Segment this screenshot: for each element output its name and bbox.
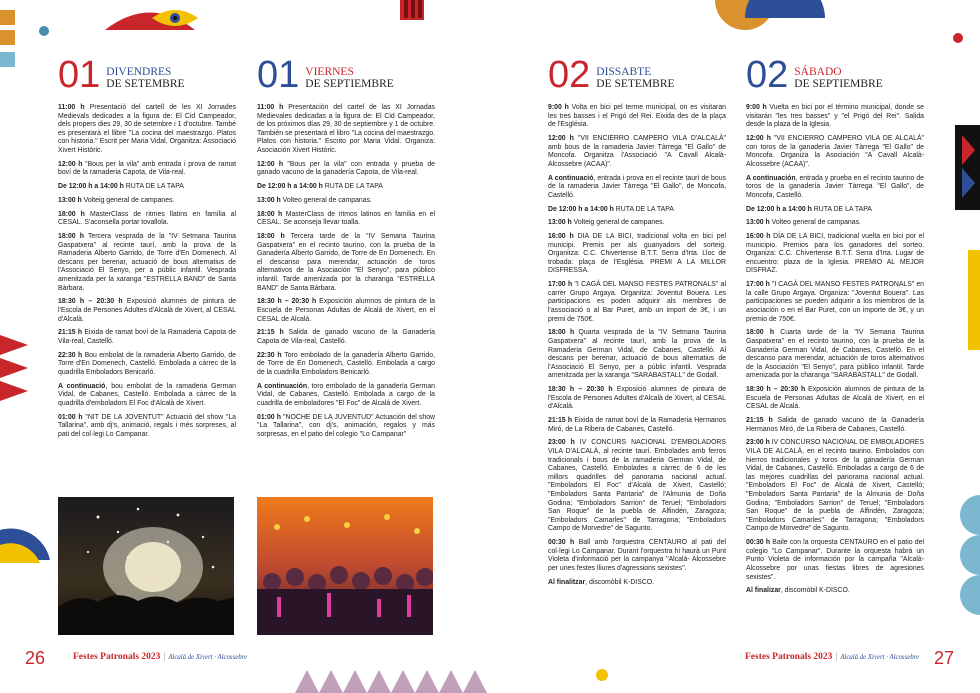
event-time: 18:00 h: [257, 210, 283, 218]
event-item: [257, 183, 435, 192]
event-time: 16:00 h: [548, 233, 574, 241]
event-item: [257, 383, 435, 409]
event-time: Al finalizar: [746, 587, 781, 595]
date-header: [746, 52, 924, 96]
event-time: 00:30 h: [746, 539, 771, 547]
event-text: "NOCHE DE LA JUVENTUD" Actuación del show "La Tallarina", con dj's, animación, regalos y más sorpresas, en el patio del colegio "Lo Campanar": [257, 413, 436, 438]
footer-right: Festes Patronals 2023 | Alcalà de Xivert · Alcossebre: [745, 652, 920, 662]
event-text: Volteig general de campanes.: [571, 219, 665, 227]
event-text: "I CAGÀ DEL MANSO FESTES PATRONALS" al carrer Grupo Argaya. Organitza: Joventut Bouera. Les participacions es poden adquirir als membres de l'associació o al Bar Puret, amb un import de 3€, i un premi de 750€.: [548, 281, 727, 323]
event-item: [746, 417, 924, 434]
event-text: RUTA DE LA TAPA: [811, 205, 872, 213]
event-time: 18:30 h – 20:30 h: [58, 298, 123, 306]
event-item: [58, 233, 236, 293]
event-text: Salida de ganado vacuno de la Ganadería Capota de Vila-real, Castelló.: [257, 329, 435, 345]
event-time: 13:00 h: [257, 196, 281, 204]
event-text: Quarta vesprada de la "IV Setmana Taurina Gaspatxera" al recinte taurí, amb la prova de la Ramaderia German Vidal, de Cabanes, Castelló. Al descans per berenar, actuació de bous alternatius de l'Associació El Senyo, per a públic infantil. Vesprada amenitzada per la xaranga "SARABASTALL" de Godall.: [548, 329, 726, 380]
event-item: [548, 104, 726, 130]
event-text: Presentación del cartel de las XI Jornadas Medievales dedicadas a la figura de: El Cid Campeador, de los próximos días 29, 30 de septiembre y 1 de octubre. También se presentará el libro "La cocina del maestrazgo. Platos con historia." Escrito por Maria Vidal. Organiza: Asociación Xivert Històric.: [257, 104, 435, 154]
event-item: [548, 417, 726, 434]
event-item: [58, 352, 236, 378]
event-text: Tercera vesprada de la "IV Setmana Taurina Gaspatxera" al recinte taurí, amb la prova de la Ramaderia Alberto Garrido, de Torre d'En Domenech. Al descans per berenar, actuació de bous alternatius de l'Associació El Senyo, per a públic infantil. Vesprada amenitzada per la xaranga "ESTRELLA BAND" de Santa Bàrbara.: [58, 233, 236, 292]
event-time: 17:00 h: [746, 281, 770, 289]
weekday: DISSABTE: [596, 66, 652, 78]
event-time: 18:00 h: [548, 329, 575, 337]
confetti-photo: [58, 497, 234, 635]
event-text: Eixida de ramat boví de la Ramaderia Hermanos Miró, de La Ribera de Cabanes, Castelló.: [548, 417, 726, 433]
event-text: IV CONCURSO NACIONAL DE EMBOLADORES VILA DE ALCALÁ, en el recinto taurino. Embolados con hierros tradicionales y toros de la ganadería German Vidal, de Cabanes, Castelló. Emboladas a cargo de 6 de las mejores cuadrillas del panorama nacional actual. "Emboladors El Foc" de Alcalá de Xivert, Castelló; "Emboladors Santa Pantaria" de la Almunia de Doña Godina; "Emboladors Sarrion" de Teruel; "Emboladors San Roque" de la puebla de Alfindén, Zaragoza; "Emboladors Camarles" de Tarragona; "Emboladors Campo de Morvedre" de Sagunto.: [746, 439, 924, 533]
event-text: Volteo general de campanas.: [769, 219, 861, 227]
event-time: 23:00 h: [746, 439, 770, 447]
page-number-left: 26: [25, 648, 46, 668]
event-text: Volteo general de campanas.: [280, 196, 372, 204]
month: DE SETEMBRE: [106, 78, 185, 90]
event-item: [548, 175, 726, 201]
event-time: 16:00 h: [746, 233, 771, 241]
event-list: [58, 104, 236, 439]
event-item: [746, 539, 924, 582]
event-text: Baile con la orquesta CENTAURO en el patio del colegio "Lo Campanar". Durante la orquesta habrá un Punto Violeta de información por la campaña "Alcalà- Alcossebre por unas fiestas libres de agresiones sexistes".: [746, 539, 924, 581]
month: DE SETEMBRE: [596, 78, 675, 90]
footer-left: Festes Patronals 2023 | Alcalà de Xivert · Alcossebre: [73, 652, 248, 662]
event-list: [548, 104, 726, 587]
date-header: [257, 52, 435, 96]
event-time: 18:00 h: [58, 210, 85, 218]
event-item: [257, 352, 435, 378]
event-time: 18:30 h – 20:30 h: [746, 386, 806, 394]
footer-location: Alcalà de Xivert · Alcossebre: [168, 654, 248, 661]
event-text: DIA DE LA BICI, tradicional volta en bici pel municipi. Premis per als guanyadors del sorteig. Organitza: C.C. Chivertense B.T.T. Serra d'Irta. Lloc de trobada: plaça de l'Església. PREMI A LA MILLOR DISFRESSA.: [548, 233, 726, 275]
event-time: 13:00 h: [58, 196, 82, 204]
event-time: 11:00 h: [257, 104, 284, 111]
event-time: 13:00 h: [746, 219, 770, 227]
event-item: [746, 175, 924, 201]
event-text: Vuelta en bici por el término municipal, donde se visitarán "les tres basses" y "el Prigó del Rei". Salida desde la plaza de la Iglesia.: [746, 104, 924, 129]
month: DE SEPTIEMBRE: [305, 78, 394, 90]
page-number-right: 27: [934, 648, 955, 668]
event-item: [548, 135, 726, 169]
event-item: [58, 298, 236, 324]
event-list: [257, 104, 435, 439]
event-text: Volta en bici pel terme municipal, on es visitaran les tres basses i el Prigó del Rei. Eixida des de la plaça de l'Església.: [548, 104, 726, 129]
event-item: [746, 281, 924, 324]
event-item: [58, 329, 236, 346]
event-time: De 12:00 h a 14:00 h: [58, 183, 124, 191]
event-time: 18:00 h: [58, 233, 84, 241]
event-text: RUTA DE LA TAPA: [123, 183, 184, 191]
column-dissabte: [548, 52, 726, 593]
event-text: "NIT DE LA JOVENTUT" Actuació del show "La Tallarina", amb dj's, animació, regals i més sorpreses, al pati del col·legi Lo Campanar.: [58, 413, 236, 438]
day-number: 01: [257, 54, 300, 96]
event-item: [746, 219, 924, 228]
event-list: [746, 104, 924, 596]
event-item: [257, 104, 435, 156]
event-item: [746, 439, 924, 534]
event-time: 18:00 h: [746, 329, 775, 337]
event-item: [548, 206, 726, 215]
event-time: A continuació: [548, 174, 594, 182]
event-text: Salida de ganado vacuno de la Ganadería Hermanos Miró, de La Ribera de Cabanes, Castelló.: [746, 417, 924, 433]
event-time: 12:00 h: [58, 160, 83, 168]
event-time: De 12:00 h a 14:00 h: [548, 205, 614, 213]
day-number: 01: [58, 54, 101, 96]
event-text: Cuarta tarde de la "IV Semana Taurina Gaspatxera" en el recinto taurino, con la prueba de la Ganadería German Vidal, de Cabanes, Castelló. En el descanso para merendar, actuación de toros alternativos de la Asociación "El Senyo", para público infantil. Tarde amenizada por la charanga "SARABASTALL" de Godall.: [746, 329, 924, 380]
footer-title: Festes Patronals 2023: [745, 652, 833, 662]
event-time: 22:30 h: [257, 351, 282, 359]
event-text: , discomòbil K-DISCO.: [780, 587, 850, 595]
event-time: 18:00 h: [257, 233, 285, 241]
event-text: "I CAGÀ DEL MANSO FESTES PATRONALS" en la calle Grupo Argaya. Organiza: "Joventut Bouera". Las participaciones se pueden adquirir a los miembros de la asociación o en el Bar Puret, con un importe de 3€, y un premio de 750€.: [746, 281, 924, 323]
event-text: "VII ENCIERRO CAMPERO VILA DE ALCALÁ" con toros de la ganadería Javier Tàrrega "El Gallo" de Moncofa. Organiza la Asociación "A Cavall Alcalà-Alcossebre (ACAA)".: [746, 134, 924, 168]
day-number: 02: [548, 54, 591, 96]
event-time: 21:15 h: [257, 329, 284, 337]
event-text: MasterClass de ritmes llatins en família al CESAL. S'aconsella portar tovallola.: [58, 210, 236, 227]
event-text: , entrada y prueba en el recinto taurino de toros de la ganadería Javier Tàrrega "El Gallo", de Moncofa, Castelló.: [746, 174, 924, 199]
event-text: "VII ENCIERRO CAMPERO VILA D'ALCALÀ" amb bous de la ramaderia Javier Tàrrega "El Gallo" de Moncofa. Organitza l'Associació "A Cavall Alcalà-Alcossebre (ACAA)".: [548, 134, 726, 168]
event-text: DÍA DE LA BICI, tradicional vuelta en bici por el municipio. Premios para los ganadores del sorteo. Organiza: C.C. Chivertense B.T.T. Serra d'Irta. Lugar de encuentro: plaza de la Iglesia. PREMIO AL MEJOR DISFRAZ.: [746, 233, 924, 275]
event-time: 01:00 h: [257, 413, 281, 421]
event-time: 23:00 h: [548, 439, 575, 447]
event-time: 11:00 h: [58, 104, 85, 111]
event-text: , bou embolat de la ramaderia German Vidal, de Cabanes, Castelló. Embolada a càrrec de la quadrilla d'emboladors El Foc d'Alcalà de Xivert.: [58, 382, 236, 407]
event-time: 21:15 h: [548, 417, 573, 425]
event-text: "Bous per la vila" amb entrada i prova de ramat boví de la ramaderia Capota, de Vila-real.: [58, 160, 236, 177]
event-text: Exposición alumnos de pintura de la Escuela de Personas Adultas de Alcalá de Xivert, en el CESAL de Alcalá.: [257, 298, 435, 323]
event-text: , entrada i prova en el recinte taurí de bous de la ramaderia Javier Tàrrega "El Gallo", de Moncofa, Castelló.: [548, 174, 726, 199]
event-text: , toro embolado de la ganadería German Vidal, de Cabanes, Castelló. Embolada a cargo de la cuadrilla de emboladores "El Foc" de Alcalá de Xivert.: [257, 382, 436, 407]
event-item: [548, 579, 726, 588]
event-item: [58, 383, 236, 409]
event-text: Bou embolat de la ramaderia Alberto Garrido, de Torre d'En Domenech, Castelló. Embolada a càrrec de la quadrilla Emboladors Benicarló.: [58, 351, 236, 376]
weekday: SÁBADO: [794, 66, 842, 78]
event-time: 21:15 h: [746, 417, 773, 425]
event-time: 18:30 h – 20:30 h: [548, 386, 613, 394]
event-text: Exposició alumnes de pintura de l'Escola de Persones Adultes d'Alcalà de Xivert, al CESAL d'Alcalà.: [58, 298, 236, 323]
event-text: Exposición alumnos de pintura de la Escuela de Personas Adultas de Alcalá de Xivert, en el CESAL de Alcalá.: [746, 386, 924, 411]
footer-location: Alcalà de Xivert · Alcossebre: [840, 654, 920, 661]
column-sabado: [746, 52, 924, 601]
event-item: [548, 386, 726, 412]
event-time: 17:00 h: [548, 281, 573, 289]
event-item: [548, 329, 726, 381]
event-text: IV CONCURS NACIONAL D'EMBOLADORS VILA D'ALCALÀ, al recinte taurí. Embolades amb ferros tradicionals i bous de la ramaderia German Vidal, de Cabanes, Castelló. Embolades a càrrec de 6 de les millors quadrilles del panorama nacional actual. "Emboladors El Foc" d'Alcalà de Xivert, Castelló; "Emboladors Santa Pantaria" de l'Almunia de Doña Godina; "Emboladors Sarrion" de Teruel; "Emboladors San Roque" de la puebla de Alfindén, Zaragoza; "Emboladors Camarles" de Tarragona; "Emboladors Campo de Morvedre" de Sagunto.: [548, 439, 726, 533]
event-item: [746, 386, 924, 412]
event-time: 9:00 h: [746, 104, 767, 111]
event-item: [548, 233, 726, 276]
event-item: [548, 439, 726, 534]
footer-title: Festes Patronals 2023: [73, 652, 161, 662]
event-time: 13:00 h: [548, 219, 572, 227]
event-time: 18:30 h – 20:30 h: [257, 298, 317, 306]
event-time: A continuación: [257, 382, 308, 390]
event-text: Presentació del cartell de les XI Jornades Medievals dedicades a la figura de: El Cid Campeador, dels propers dies 29, 30 de setembre i 1 d'octubre. També es presentarà el llibre "La cocina del maestrazgo. Platos con historia." Escrit per Maria Vidal. Organitza: Associació Xivert Històric.: [58, 104, 236, 154]
event-item: [548, 281, 726, 324]
event-text: MasterClass de ritmos latinos en familia en el CESAL. Se aconseja llevar toalla.: [257, 210, 435, 227]
event-item: [746, 104, 924, 130]
event-time: 01:00 h: [58, 413, 83, 421]
event-text: Ball amb l'orquestra CENTAURO al pati del col·legi Lo Campanar. Durant l'orquestra hi haurà un Punt Violeta d'informació per la campanya "Alcalà- Alcossebre per unes festes lliures d'agressions sexistes".: [548, 539, 727, 572]
event-item: [746, 233, 924, 276]
event-item: [257, 329, 435, 346]
event-time: 12:00 h: [548, 134, 574, 142]
month: DE SEPTIEMBRE: [794, 78, 883, 90]
event-item: [746, 587, 924, 596]
weekday: VIERNES: [305, 66, 354, 78]
event-time: 22:30 h: [58, 351, 83, 359]
event-item: [257, 233, 435, 293]
event-text: RUTA DE LA TAPA: [322, 183, 383, 191]
crowd-photo: [257, 497, 433, 635]
event-item: [257, 414, 435, 440]
event-item: [58, 183, 236, 192]
event-time: 12:00 h: [746, 134, 771, 142]
event-item: [257, 161, 435, 178]
event-time: De 12:00 h a 14:00 h: [746, 205, 812, 213]
event-item: [257, 298, 435, 324]
event-item: [548, 219, 726, 228]
column-divendres: [58, 52, 236, 445]
event-time: A continuación: [746, 174, 796, 182]
date-header: [58, 52, 236, 96]
event-time: A continuació: [58, 382, 106, 390]
event-time: De 12:00 h a 14:00 h: [257, 183, 323, 191]
event-item: [257, 211, 435, 228]
event-time: 12:00 h: [257, 160, 284, 168]
event-item: [58, 197, 236, 206]
event-text: Exposició alumnes de pintura de l'Escola de Persones Adultes d'Alcalà de Xivert, al CESAL d'Alcalà.: [548, 386, 726, 411]
event-item: [58, 104, 236, 156]
event-text: , discomòbil K-DISCO.: [585, 578, 655, 586]
event-item: [746, 135, 924, 169]
event-text: Volteig general de campanes.: [81, 196, 175, 204]
date-header: [548, 52, 726, 96]
event-time: Al finalitzar: [548, 578, 586, 586]
event-text: RUTA DE LA TAPA: [613, 205, 674, 213]
event-time: 21:15 h: [58, 329, 83, 337]
event-time: 9:00 h: [548, 104, 569, 111]
weekday: DIVENDRES: [106, 66, 172, 78]
event-text: Tercera tarde de la "IV Semana Taurina Gaspatxera" en el recinto taurino, con la prueba de la Ganadería Alberto Garrido, de Torre de En Domenech. En el descanso para merendar, actuación de toros alternativos de la Asociación "El Senyo", para público infantil. Tarde amenizada por la charanga "ESTRELLA BAND" de Santa Bárbara.: [257, 233, 435, 292]
event-item: [58, 161, 236, 178]
day-number: 02: [746, 54, 789, 96]
event-item: [746, 329, 924, 381]
event-text: Eixida de ramat boví de la Ramaderia Capota de Vila-real, Castelló.: [58, 329, 237, 345]
event-item: [746, 206, 924, 215]
event-text: Toro embolado de la ganadería Alberto Garrido, de Torre de En Domenech, Castelló. Embolada a cargo de la cuadrilla Emboladors Benicarló.: [257, 351, 435, 376]
event-text: "Bous per la vila" con entrada y prueba de ganado vacuno de la ganadería Capota, de Vila-real.: [257, 160, 435, 177]
event-time: 00:30 h: [548, 539, 575, 547]
event-item: [58, 414, 236, 440]
column-viernes: [257, 52, 435, 445]
event-item: [257, 197, 435, 206]
event-item: [548, 539, 726, 573]
event-item: [58, 211, 236, 228]
